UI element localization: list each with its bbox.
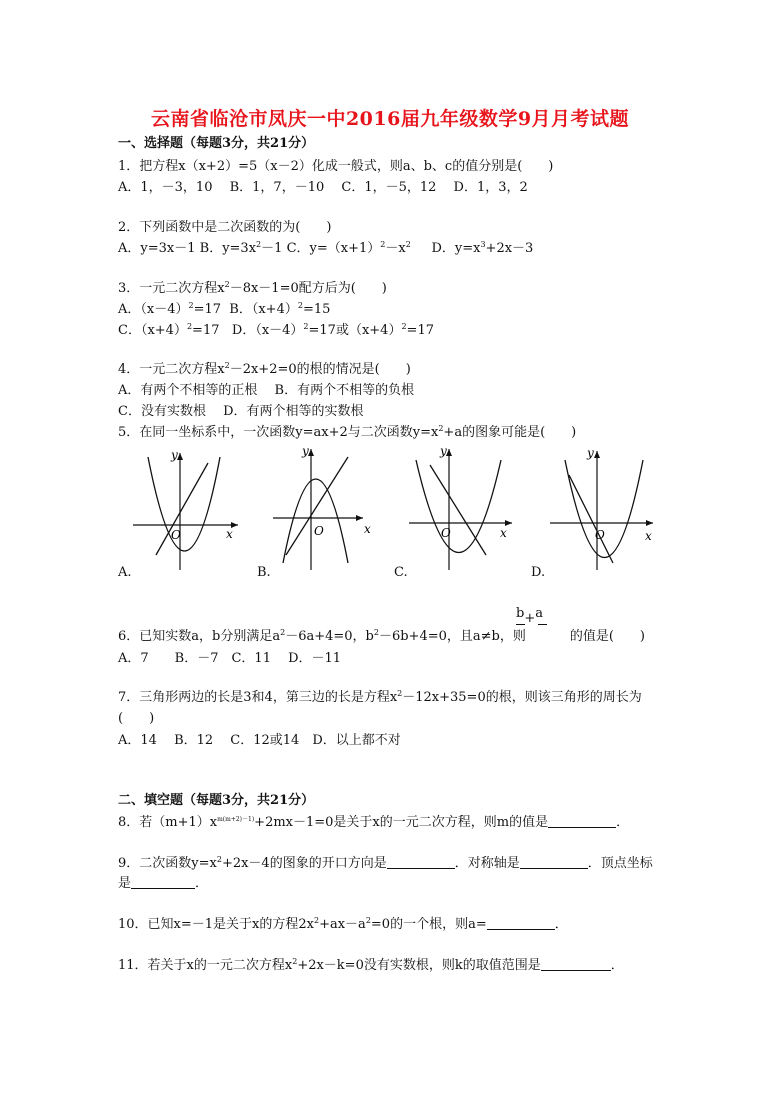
q5-graph-a bbox=[128, 445, 248, 575]
section1-header: 一、选择题（每题3分，共21分） bbox=[118, 136, 315, 151]
q2-option-c: C．$y=(x+1)^2-x^2$ bbox=[286, 240, 411, 256]
q5-graph-b-x-label: x bbox=[364, 522, 371, 536]
q3-options-cd bbox=[118, 323, 434, 339]
q5-graph-b bbox=[268, 445, 378, 575]
q1-options: A．1，－3，10 B．1，7，－10 C．1，－5，12 D．1，3，2 bbox=[118, 180, 528, 195]
q3-option-c: C．$(x+4)^2=17$ bbox=[118, 322, 220, 338]
q6-options: A．7 B．－7 C．11 D．－11 bbox=[118, 651, 342, 666]
q6-fraction-bar-2 bbox=[538, 624, 547, 625]
q3-option-a: A．$(x-4)^2=17$ bbox=[118, 301, 222, 317]
q5-graph-d-y-label: y bbox=[587, 446, 594, 460]
q5-label-a: A. bbox=[118, 565, 132, 580]
q5-graph-d bbox=[545, 445, 660, 575]
q4-options-ab: A．有两个不相等的正根 B．有两个不相等的负根 bbox=[118, 383, 415, 398]
q5-stem: 5．在同一坐标系中，一次函数y=ax+2与二次函数$y=x^2+a$的图象可能是( ) bbox=[118, 424, 577, 440]
q6-fraction-numerator: b+a bbox=[516, 606, 543, 626]
q3-option-d: D．$(x-4)^2=17$或$(x+4)^2=17$ bbox=[231, 322, 434, 338]
q6-fraction-bar-1 bbox=[516, 624, 525, 625]
q5-graph-c-y-label: y bbox=[440, 445, 447, 458]
q5-label-c: C. bbox=[394, 565, 408, 580]
q5-graph-a-origin: O bbox=[171, 528, 181, 542]
q9-stem-cont: 是 ． bbox=[118, 876, 209, 891]
q3-option-b: B．$(x+4)^2=15$ bbox=[229, 301, 331, 317]
q9-blank-direction[interactable] bbox=[387, 856, 455, 869]
q10-blank[interactable] bbox=[487, 917, 555, 930]
q5-graph-c-origin: O bbox=[441, 526, 451, 540]
q4-options-cd: C．没有实数根 D．有两个相等的实数根 bbox=[118, 404, 364, 419]
q5-graph-a-y-label: y bbox=[171, 448, 178, 462]
q5-label-d: D. bbox=[531, 565, 546, 580]
q9-stem: 9．二次函数$y=x^2+2x-4$的图象的开口方向是 ．对称轴是 ．顶点坐标 bbox=[118, 855, 653, 871]
q3-options-ab bbox=[118, 302, 330, 318]
q8-stem: 8．若$(m+1)x^{m(m+2)-1)}+2mx-1=0$是关于x的一元二次方程，则m的值是 ． bbox=[118, 815, 630, 830]
q5-graph-c-x-label: x bbox=[500, 526, 507, 540]
q9-blank-axis[interactable] bbox=[520, 856, 588, 869]
q5-graph-c bbox=[404, 445, 519, 575]
q1-stem: 1．把方程x（x+2）=5（x－2）化成一般式，则a、b、c的值分别是( ) bbox=[118, 159, 554, 174]
q5-graph-d-x-label: x bbox=[645, 529, 652, 543]
q10-stem: 10．已知x=－1是关于x的方程$2x^2+ax-a^2=0$的一个根，则a= ． bbox=[118, 916, 568, 932]
q5-graph-a-x-label: x bbox=[226, 527, 233, 541]
q9-blank-vertex[interactable] bbox=[131, 876, 195, 889]
q2-option-d: D．$y=x^3+2x-3$ bbox=[431, 240, 534, 256]
q2-options bbox=[118, 241, 533, 257]
q5-graph-b-origin: O bbox=[314, 524, 324, 538]
q4-stem: 4．一元二次方程$x^2-2x+2=0$的根的情况是( ) bbox=[118, 361, 411, 377]
q2-stem: 2．下列函数中是二次函数的为( ) bbox=[118, 220, 332, 235]
section2-header: 二、填空题（每题3分，共21分） bbox=[118, 793, 315, 808]
exam-title: 云南省临沧市凤庆一中2016届九年级数学9月月考试题 bbox=[150, 108, 630, 130]
q7-stem-cont: ( ) bbox=[118, 711, 155, 726]
q3-stem: 3．一元二次方程$x^2-8x-1=0$配方后为( ) bbox=[118, 280, 387, 296]
q2-option-b: B．$y=3x^2-1$ bbox=[199, 240, 283, 256]
q5-graph-b-y-label: y bbox=[302, 445, 309, 458]
q8-blank[interactable] bbox=[548, 815, 616, 828]
q6-stem: 6．已知实数a，b分别满足$a^2-6a+4=0$，$b^2-6b+4=0$，且a≠b，则 的值是( ) bbox=[118, 628, 646, 644]
q7-stem: 7．三角形两边的长是3和4，第三边的长是方程$x^2-12x+35=0$的根，则该三角形的周长为 bbox=[118, 689, 642, 705]
q7-options: A．14 B．12 C．12或14 D．以上都不对 bbox=[118, 733, 401, 748]
q2-option-a: A．y=3x－1 bbox=[118, 241, 196, 256]
q5-label-b: B. bbox=[257, 565, 271, 580]
q11-blank[interactable] bbox=[541, 958, 611, 971]
q5-graph-d-origin: O bbox=[595, 528, 605, 542]
q11-stem: 11．若关于x的一元二次方程$x^2+2x-k=0$没有实数根，则k的取值范围是 ． bbox=[118, 957, 624, 973]
